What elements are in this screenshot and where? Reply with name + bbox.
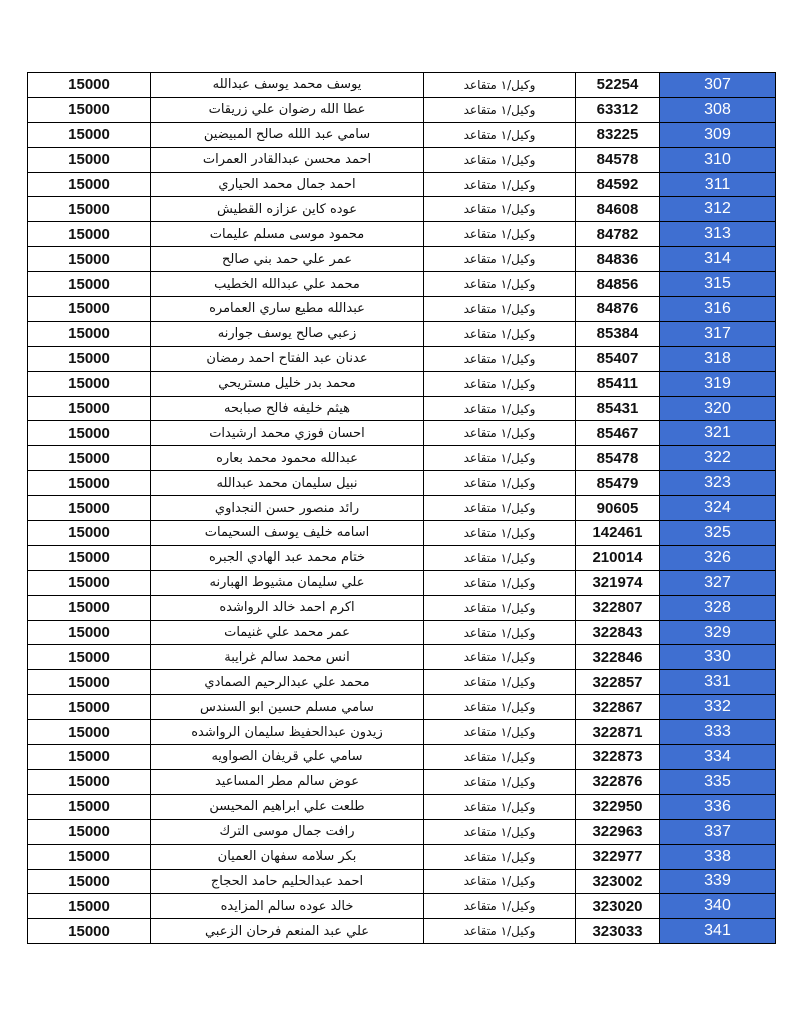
amount-cell: 15000 bbox=[28, 247, 151, 272]
sequence-number-cell: 307 bbox=[660, 73, 776, 98]
table-row bbox=[28, 595, 776, 620]
id-number-cell: 322843 bbox=[576, 620, 660, 645]
rank-cell: وكيل/١ متقاعد bbox=[424, 620, 576, 645]
sequence-number-cell: 323 bbox=[660, 471, 776, 496]
sequence-number-cell: 339 bbox=[660, 869, 776, 894]
id-number-cell: 322963 bbox=[576, 819, 660, 844]
amount-cell: 15000 bbox=[28, 97, 151, 122]
sequence-number-cell: 338 bbox=[660, 844, 776, 869]
rank-cell: وكيل/١ متقاعد bbox=[424, 272, 576, 297]
rank-cell: وكيل/١ متقاعد bbox=[424, 122, 576, 147]
rank-cell: وكيل/١ متقاعد bbox=[424, 471, 576, 496]
name-cell: سامي مسلم حسين ابو السندس bbox=[151, 695, 424, 720]
id-number-cell: 85431 bbox=[576, 396, 660, 421]
sequence-number-cell: 316 bbox=[660, 297, 776, 322]
id-number-cell: 322876 bbox=[576, 769, 660, 794]
sequence-number-cell: 328 bbox=[660, 595, 776, 620]
sequence-number-cell: 326 bbox=[660, 545, 776, 570]
amount-cell: 15000 bbox=[28, 272, 151, 297]
table-row bbox=[28, 446, 776, 471]
amount-cell: 15000 bbox=[28, 595, 151, 620]
table-row bbox=[28, 172, 776, 197]
table-row bbox=[28, 396, 776, 421]
sequence-number-cell: 335 bbox=[660, 769, 776, 794]
name-cell: ختام محمد عبد الهادي الجبره bbox=[151, 545, 424, 570]
name-cell: زعبي صالح يوسف جوارنه bbox=[151, 321, 424, 346]
name-cell: هيثم خليفه فالح صبابحه bbox=[151, 396, 424, 421]
sequence-number-cell: 325 bbox=[660, 521, 776, 546]
id-number-cell: 322871 bbox=[576, 720, 660, 745]
rank-cell: وكيل/١ متقاعد bbox=[424, 446, 576, 471]
rank-cell: وكيل/١ متقاعد bbox=[424, 197, 576, 222]
rank-cell: وكيل/١ متقاعد bbox=[424, 346, 576, 371]
rank-cell: وكيل/١ متقاعد bbox=[424, 769, 576, 794]
amount-cell: 15000 bbox=[28, 147, 151, 172]
roster-sheet bbox=[27, 72, 775, 944]
table-row bbox=[28, 745, 776, 770]
name-cell: زيدون عبدالحفيظ سليمان الرواشده bbox=[151, 720, 424, 745]
table-row bbox=[28, 720, 776, 745]
amount-cell: 15000 bbox=[28, 720, 151, 745]
name-cell: نبيل سليمان محمد عبدالله bbox=[151, 471, 424, 496]
table-row bbox=[28, 346, 776, 371]
table-row bbox=[28, 695, 776, 720]
name-cell: طلعت علي ابراهيم المحيسن bbox=[151, 794, 424, 819]
id-number-cell: 322977 bbox=[576, 844, 660, 869]
name-cell: اسامه خليف يوسف السحيمات bbox=[151, 521, 424, 546]
id-number-cell: 322950 bbox=[576, 794, 660, 819]
amount-cell: 15000 bbox=[28, 844, 151, 869]
rank-cell: وكيل/١ متقاعد bbox=[424, 172, 576, 197]
id-number-cell: 83225 bbox=[576, 122, 660, 147]
sequence-number-cell: 318 bbox=[660, 346, 776, 371]
rank-cell: وكيل/١ متقاعد bbox=[424, 421, 576, 446]
amount-cell: 15000 bbox=[28, 819, 151, 844]
rank-cell: وكيل/١ متقاعد bbox=[424, 819, 576, 844]
name-cell: عمر محمد علي غنيمات bbox=[151, 620, 424, 645]
table-row bbox=[28, 321, 776, 346]
rank-cell: وكيل/١ متقاعد bbox=[424, 371, 576, 396]
table-row bbox=[28, 297, 776, 322]
id-number-cell: 85411 bbox=[576, 371, 660, 396]
amount-cell: 15000 bbox=[28, 645, 151, 670]
table-body bbox=[28, 73, 776, 944]
name-cell: احمد جمال محمد الحياري bbox=[151, 172, 424, 197]
sequence-number-cell: 332 bbox=[660, 695, 776, 720]
table-row bbox=[28, 247, 776, 272]
id-number-cell: 84876 bbox=[576, 297, 660, 322]
sequence-number-cell: 324 bbox=[660, 496, 776, 521]
amount-cell: 15000 bbox=[28, 745, 151, 770]
rank-cell: وكيل/١ متقاعد bbox=[424, 695, 576, 720]
rank-cell: وكيل/١ متقاعد bbox=[424, 869, 576, 894]
id-number-cell: 84592 bbox=[576, 172, 660, 197]
rank-cell: وكيل/١ متقاعد bbox=[424, 97, 576, 122]
sequence-number-cell: 330 bbox=[660, 645, 776, 670]
table-row bbox=[28, 670, 776, 695]
rank-cell: وكيل/١ متقاعد bbox=[424, 794, 576, 819]
amount-cell: 15000 bbox=[28, 321, 151, 346]
sequence-number-cell: 313 bbox=[660, 222, 776, 247]
id-number-cell: 52254 bbox=[576, 73, 660, 98]
id-number-cell: 321974 bbox=[576, 570, 660, 595]
id-number-cell: 84608 bbox=[576, 197, 660, 222]
amount-cell: 15000 bbox=[28, 197, 151, 222]
sequence-number-cell: 311 bbox=[660, 172, 776, 197]
rank-cell: وكيل/١ متقاعد bbox=[424, 670, 576, 695]
name-cell: عوده كاين عزازه القطيش bbox=[151, 197, 424, 222]
id-number-cell: 322857 bbox=[576, 670, 660, 695]
rank-cell: وكيل/١ متقاعد bbox=[424, 720, 576, 745]
name-cell: احمد عبدالحليم حامد الحجاج bbox=[151, 869, 424, 894]
name-cell: سامي عبد اللله صالح المبيضين bbox=[151, 122, 424, 147]
sequence-number-cell: 329 bbox=[660, 620, 776, 645]
id-number-cell: 322873 bbox=[576, 745, 660, 770]
id-number-cell: 142461 bbox=[576, 521, 660, 546]
name-cell: احمد محسن عبدالقادر العمرات bbox=[151, 147, 424, 172]
sequence-number-cell: 314 bbox=[660, 247, 776, 272]
name-cell: عبدالله مطيع ساري العمامره bbox=[151, 297, 424, 322]
rank-cell: وكيل/١ متقاعد bbox=[424, 396, 576, 421]
table-row bbox=[28, 570, 776, 595]
amount-cell: 15000 bbox=[28, 222, 151, 247]
table-row bbox=[28, 521, 776, 546]
rank-cell: وكيل/١ متقاعد bbox=[424, 73, 576, 98]
table-row bbox=[28, 794, 776, 819]
id-number-cell: 85479 bbox=[576, 471, 660, 496]
beneficiary-table bbox=[27, 72, 776, 944]
id-number-cell: 322846 bbox=[576, 645, 660, 670]
amount-cell: 15000 bbox=[28, 371, 151, 396]
table-row bbox=[28, 97, 776, 122]
id-number-cell: 85407 bbox=[576, 346, 660, 371]
sequence-number-cell: 317 bbox=[660, 321, 776, 346]
amount-cell: 15000 bbox=[28, 496, 151, 521]
amount-cell: 15000 bbox=[28, 794, 151, 819]
table-row bbox=[28, 645, 776, 670]
table-row bbox=[28, 496, 776, 521]
name-cell: يوسف محمد يوسف عبدالله bbox=[151, 73, 424, 98]
name-cell: احسان فوزي محمد ارشيدات bbox=[151, 421, 424, 446]
table-row bbox=[28, 844, 776, 869]
rank-cell: وكيل/١ متقاعد bbox=[424, 147, 576, 172]
sequence-number-cell: 336 bbox=[660, 794, 776, 819]
id-number-cell: 85467 bbox=[576, 421, 660, 446]
table-row bbox=[28, 819, 776, 844]
id-number-cell: 323033 bbox=[576, 919, 660, 944]
id-number-cell: 322807 bbox=[576, 595, 660, 620]
rank-cell: وكيل/١ متقاعد bbox=[424, 321, 576, 346]
rank-cell: وكيل/١ متقاعد bbox=[424, 844, 576, 869]
amount-cell: 15000 bbox=[28, 421, 151, 446]
amount-cell: 15000 bbox=[28, 471, 151, 496]
rank-cell: وكيل/١ متقاعد bbox=[424, 521, 576, 546]
table-row bbox=[28, 272, 776, 297]
sequence-number-cell: 340 bbox=[660, 894, 776, 919]
id-number-cell: 84856 bbox=[576, 272, 660, 297]
sequence-number-cell: 333 bbox=[660, 720, 776, 745]
rank-cell: وكيل/١ متقاعد bbox=[424, 247, 576, 272]
rank-cell: وكيل/١ متقاعد bbox=[424, 894, 576, 919]
name-cell: محمود موسى مسلم عليمات bbox=[151, 222, 424, 247]
sequence-number-cell: 322 bbox=[660, 446, 776, 471]
rank-cell: وكيل/١ متقاعد bbox=[424, 745, 576, 770]
name-cell: انس محمد سالم غرايبة bbox=[151, 645, 424, 670]
table-row bbox=[28, 371, 776, 396]
id-number-cell: 90605 bbox=[576, 496, 660, 521]
amount-cell: 15000 bbox=[28, 919, 151, 944]
rank-cell: وكيل/١ متقاعد bbox=[424, 595, 576, 620]
table-row bbox=[28, 147, 776, 172]
sequence-number-cell: 315 bbox=[660, 272, 776, 297]
name-cell: عدنان عبد الفتاح احمد رمضان bbox=[151, 346, 424, 371]
name-cell: محمد بدر خليل مستريحي bbox=[151, 371, 424, 396]
amount-cell: 15000 bbox=[28, 521, 151, 546]
name-cell: علي سليمان مشيوط الهبارنه bbox=[151, 570, 424, 595]
table-row bbox=[28, 471, 776, 496]
rank-cell: وكيل/١ متقاعد bbox=[424, 545, 576, 570]
sequence-number-cell: 312 bbox=[660, 197, 776, 222]
table-row bbox=[28, 197, 776, 222]
table-row bbox=[28, 894, 776, 919]
name-cell: خالد عوده سالم المزايده bbox=[151, 894, 424, 919]
table-row bbox=[28, 769, 776, 794]
table-row bbox=[28, 620, 776, 645]
name-cell: عطا الله رضوان علي زريقات bbox=[151, 97, 424, 122]
id-number-cell: 85384 bbox=[576, 321, 660, 346]
amount-cell: 15000 bbox=[28, 620, 151, 645]
id-number-cell: 84836 bbox=[576, 247, 660, 272]
amount-cell: 15000 bbox=[28, 396, 151, 421]
sequence-number-cell: 319 bbox=[660, 371, 776, 396]
name-cell: عبدالله محمود محمد بعاره bbox=[151, 446, 424, 471]
table-row bbox=[28, 545, 776, 570]
amount-cell: 15000 bbox=[28, 297, 151, 322]
table-row bbox=[28, 222, 776, 247]
rank-cell: وكيل/١ متقاعد bbox=[424, 222, 576, 247]
table-row bbox=[28, 919, 776, 944]
rank-cell: وكيل/١ متقاعد bbox=[424, 297, 576, 322]
amount-cell: 15000 bbox=[28, 570, 151, 595]
id-number-cell: 85478 bbox=[576, 446, 660, 471]
name-cell: اكرم احمد خالد الرواشده bbox=[151, 595, 424, 620]
id-number-cell: 323002 bbox=[576, 869, 660, 894]
sequence-number-cell: 327 bbox=[660, 570, 776, 595]
amount-cell: 15000 bbox=[28, 769, 151, 794]
sequence-number-cell: 310 bbox=[660, 147, 776, 172]
name-cell: سامي علي قريفان الصواويه bbox=[151, 745, 424, 770]
name-cell: محمد علي عبدالله الخطيب bbox=[151, 272, 424, 297]
sequence-number-cell: 334 bbox=[660, 745, 776, 770]
rank-cell: وكيل/١ متقاعد bbox=[424, 570, 576, 595]
amount-cell: 15000 bbox=[28, 446, 151, 471]
name-cell: علي عبد المنعم فرحان الزعبي bbox=[151, 919, 424, 944]
table-row bbox=[28, 73, 776, 98]
sequence-number-cell: 341 bbox=[660, 919, 776, 944]
name-cell: رائد منصور حسن النجداوي bbox=[151, 496, 424, 521]
amount-cell: 15000 bbox=[28, 670, 151, 695]
amount-cell: 15000 bbox=[28, 122, 151, 147]
amount-cell: 15000 bbox=[28, 346, 151, 371]
sequence-number-cell: 320 bbox=[660, 396, 776, 421]
id-number-cell: 84782 bbox=[576, 222, 660, 247]
name-cell: محمد علي عبدالرحيم الصمادي bbox=[151, 670, 424, 695]
amount-cell: 15000 bbox=[28, 695, 151, 720]
id-number-cell: 63312 bbox=[576, 97, 660, 122]
name-cell: عوض سالم مطر المساعيد bbox=[151, 769, 424, 794]
sequence-number-cell: 308 bbox=[660, 97, 776, 122]
amount-cell: 15000 bbox=[28, 73, 151, 98]
name-cell: بكر سلامه سفهان العميان bbox=[151, 844, 424, 869]
table-row bbox=[28, 122, 776, 147]
rank-cell: وكيل/١ متقاعد bbox=[424, 645, 576, 670]
name-cell: رافت جمال موسى الترك bbox=[151, 819, 424, 844]
id-number-cell: 323020 bbox=[576, 894, 660, 919]
sequence-number-cell: 331 bbox=[660, 670, 776, 695]
amount-cell: 15000 bbox=[28, 545, 151, 570]
amount-cell: 15000 bbox=[28, 172, 151, 197]
amount-cell: 15000 bbox=[28, 894, 151, 919]
id-number-cell: 84578 bbox=[576, 147, 660, 172]
table-row bbox=[28, 421, 776, 446]
sequence-number-cell: 321 bbox=[660, 421, 776, 446]
amount-cell: 15000 bbox=[28, 869, 151, 894]
sequence-number-cell: 337 bbox=[660, 819, 776, 844]
rank-cell: وكيل/١ متقاعد bbox=[424, 496, 576, 521]
id-number-cell: 322867 bbox=[576, 695, 660, 720]
rank-cell: وكيل/١ متقاعد bbox=[424, 919, 576, 944]
table-row bbox=[28, 869, 776, 894]
name-cell: عمر علي حمد بني صالح bbox=[151, 247, 424, 272]
id-number-cell: 210014 bbox=[576, 545, 660, 570]
sequence-number-cell: 309 bbox=[660, 122, 776, 147]
